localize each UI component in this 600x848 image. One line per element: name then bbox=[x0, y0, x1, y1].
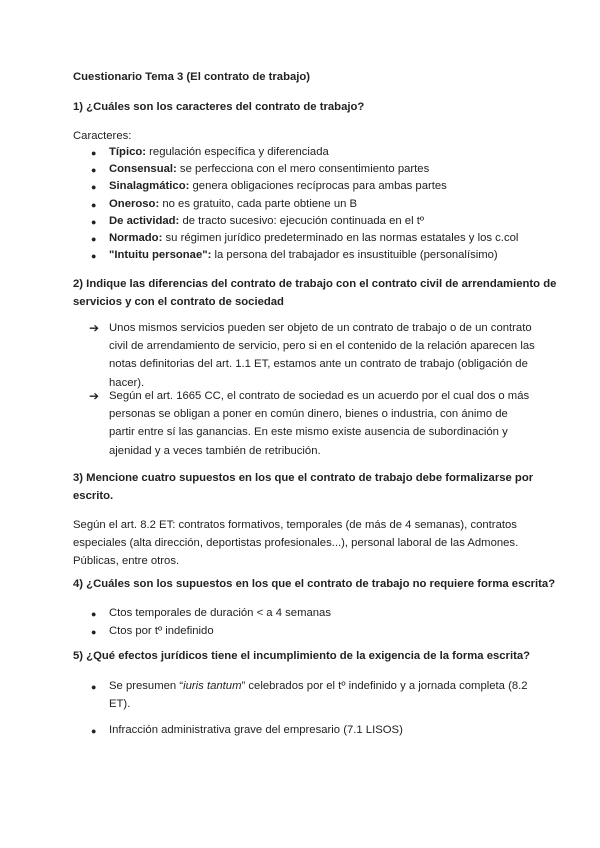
q1-characteristic-item bbox=[109, 215, 424, 227]
q2-item-line: Unos mismos servicios pueden ser objeto de un contrato de trabajo o de un contrato bbox=[109, 322, 532, 334]
q1-characteristic-item bbox=[109, 163, 429, 175]
characteristic-description: de tracto sucesivo: ejecución continuada en el tº bbox=[179, 214, 424, 227]
q2-item-line: partir entre sí las ganancias. En este mismo existe ausencia de subordinación y bbox=[109, 426, 508, 439]
characteristic-term: De actividad: bbox=[109, 214, 180, 227]
q3-answer-line-1: Según el art. 8.2 ET: contratos formativos, temporales (de más de 4 semanas), contratos bbox=[73, 519, 517, 531]
q1-intro: Caracteres: bbox=[73, 130, 132, 142]
characteristic-description: no es gratuito, cada parte obtiene un B bbox=[159, 197, 358, 210]
bullet-icon: ● bbox=[91, 199, 97, 210]
q5-item-2: Infracción administrativa grave del empresario (7.1 LISOS) bbox=[109, 724, 403, 736]
question-3-title-line-2: escrito. bbox=[73, 490, 114, 502]
characteristic-description: se perfecciona con el mero consentimiento partes bbox=[176, 163, 430, 176]
characteristic-description: regulación específica y diferenciada bbox=[146, 146, 329, 158]
bullet-icon: ● bbox=[91, 165, 97, 176]
characteristic-term: Sinalagmático: bbox=[109, 180, 190, 193]
bullet-icon: ● bbox=[91, 609, 97, 619]
characteristic-term: "Intuitu personae": bbox=[109, 249, 212, 262]
q5-item-1-post: ” celebrados por el tº indefinido y a jornada completa (8.2 bbox=[241, 680, 528, 692]
question-4-title: 4) ¿Cuáles son los supuestos en los que el contrato de trabajo no requiere forma escrita? bbox=[73, 578, 556, 590]
bullet-icon: ● bbox=[91, 234, 97, 244]
q4-item-1: Ctos temporales de duración < a 4 semanas bbox=[109, 607, 331, 619]
characteristic-description: su régimen jurídico predeterminado en las normas estatales y los c.col bbox=[162, 232, 519, 244]
q1-characteristic-item bbox=[109, 146, 329, 158]
q1-characteristic-item bbox=[109, 249, 498, 261]
bullet-icon: ● bbox=[91, 182, 97, 193]
q2-item-line: personas se obligan a poner en común dinero, bienes o industria, con ánimo de bbox=[109, 408, 508, 421]
question-2-title-line-1: 2) Indique las diferencias del contrato de trabajo con el contrato civil de arrendamiento de bbox=[73, 278, 557, 290]
document-title: Cuestionario Tema 3 (El contrato de trabajo) bbox=[73, 71, 311, 83]
q5-item-1-line-1 bbox=[109, 680, 528, 692]
bullet-icon: ● bbox=[91, 627, 97, 637]
q2-item-line: Según el art. 1665 CC, el contrato de sociedad es un acuerdo por el cual dos o más bbox=[109, 390, 530, 402]
characteristic-term: Oneroso: bbox=[109, 197, 160, 210]
q2-item-line: notas definitorias del art. 1.1 ET, estamos ante un contrato de trabajo (obligación de bbox=[109, 358, 528, 371]
q2-item-line: civil de arrendamiento de servicio, pero si en el contenido de la relación aparecen las bbox=[109, 340, 535, 353]
q1-characteristic-item bbox=[109, 232, 518, 244]
question-5-title: 5) ¿Qué efectos jurídicos tiene el incumplimiento de la exigencia de la forma escrita? bbox=[73, 650, 531, 662]
question-1-title: 1) ¿Cuáles son los caracteres del contrato de trabajo? bbox=[73, 101, 365, 113]
characteristic-term: Consensual: bbox=[109, 163, 177, 176]
q4-item-2: Ctos por tº indefinido bbox=[109, 625, 214, 637]
q3-answer-line-2: especiales (alta dirección, deportistas profesionales...), personal laboral de las Admones. bbox=[73, 537, 519, 549]
bullet-icon: ● bbox=[91, 726, 97, 736]
q5-item-1-italic: iuris tantum bbox=[183, 680, 242, 692]
characteristic-description: la persona del trabajador es insustituible (personalísimo) bbox=[211, 249, 498, 262]
q2-item-line: hacer). bbox=[109, 376, 145, 389]
q1-characteristic-item bbox=[109, 180, 447, 192]
bullet-icon: ● bbox=[91, 251, 97, 262]
arrow-bullet-icon: ➔ bbox=[89, 389, 100, 403]
question-3-title-line-1: 3) Mencione cuatro supuestos en los que el contrato de trabajo debe formalizarse por bbox=[73, 472, 534, 484]
bullet-icon: ● bbox=[91, 148, 97, 158]
bullet-icon: ● bbox=[91, 216, 97, 227]
bullet-icon: ● bbox=[91, 682, 97, 692]
q3-answer-line-3: Públicas, entre otros. bbox=[73, 555, 180, 567]
question-2-title-line-2: servicios y con el contrato de sociedad bbox=[73, 296, 284, 308]
characteristic-description: genera obligaciones recíprocas para ambas partes bbox=[189, 180, 447, 193]
q1-characteristic-item bbox=[109, 198, 357, 210]
arrow-bullet-icon: ➔ bbox=[89, 321, 100, 335]
q5-item-1-line-2: ET). bbox=[109, 698, 131, 710]
characteristic-term: Típico: bbox=[109, 146, 147, 158]
characteristic-term: Normado: bbox=[109, 232, 163, 244]
q5-item-1-pre: Se presumen “ bbox=[109, 680, 184, 692]
q2-item-line: ajenidad y a veces también de retribución. bbox=[109, 444, 321, 457]
